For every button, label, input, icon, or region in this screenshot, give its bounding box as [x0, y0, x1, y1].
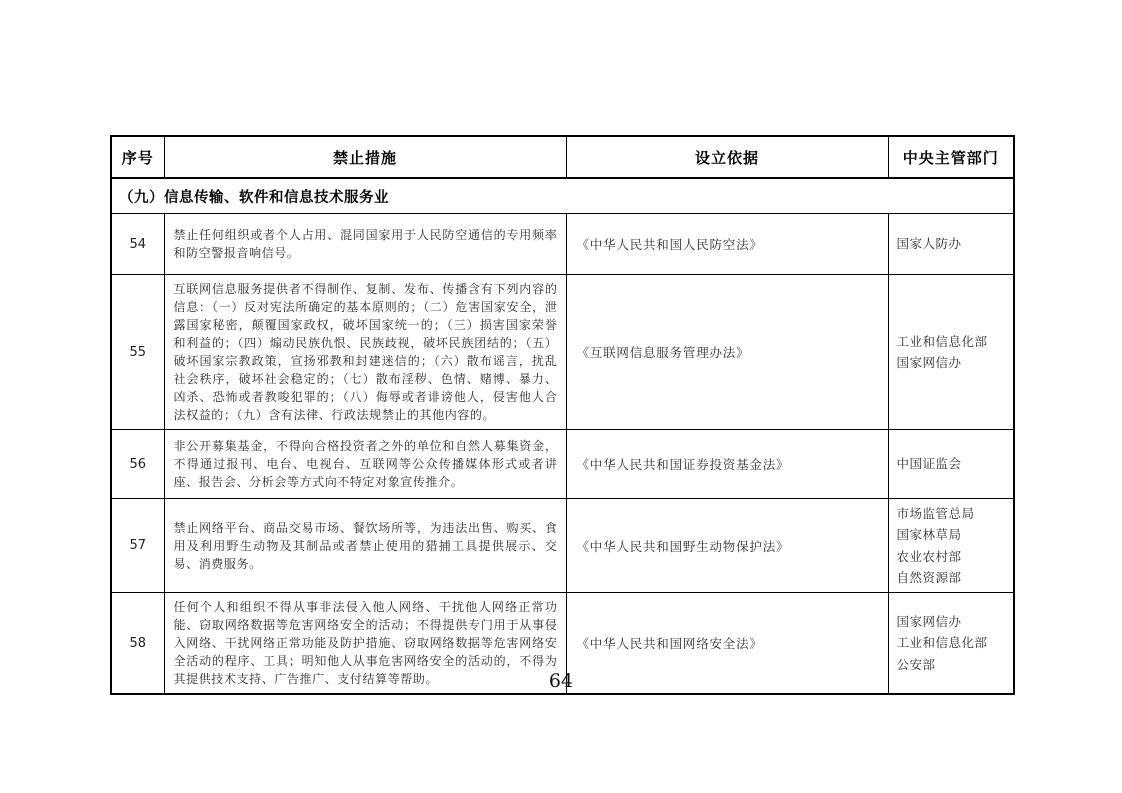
department-line: 国家网信办 [896, 355, 962, 370]
department-line: 国家网信办 [896, 614, 962, 630]
measure-cell: 互联网信息服务提供者不得制作、复制、发布、传播含有下列内容的信息：（一）反对宪法所确定的基本原则的；（二）危害国家安全，泄露国家秘密，颠覆国家政权，破坏国家统一的；（三）损害国家荣誉和利益的；（四）煽动民族仇恨、民族歧视，破坏民族团结的；（五）破坏国家宗教政策，宣扬邪教和封建迷信的；（六）散布谣言，扰乱社会秩序，破坏社会稳定的；（七）散布淫秽、色情、赌博、暴力、凶杀、恐怖或者教唆犯罪的；（八）侮辱或者诽谤他人，侵害他人合法权益的；（九）含有法律、行政法规禁止的其他内容的。 [164, 275, 566, 430]
row-number-cell: 57 [111, 499, 164, 593]
table-header-row [111, 136, 1014, 178]
department-line: 中国证监会 [896, 456, 962, 472]
basis-cell: 《中华人民共和国证券投资基金法》 [566, 430, 888, 499]
section-title: （九）信息传输、软件和信息技术服务业 [111, 178, 1014, 214]
departments-cell [888, 499, 1014, 593]
measure-cell: 非公开募集基金，不得向合格投资者之外的单位和自然人募集资金，不得通过报刊、电台、电视台、互联网等公众传播媒体形式或者讲座、报告会、分析会等方式向不特定对象宣传推介。 [164, 430, 566, 499]
department-line: 国家林草局 [896, 527, 962, 543]
department-line: 公安部 [896, 656, 936, 672]
department-line: 工业和信息化部 [896, 635, 988, 651]
row-number-cell: 54 [111, 214, 164, 275]
department-line: 工业和信息化部 [896, 333, 988, 349]
basis-cell: 《中华人民共和国网络安全法》 [566, 593, 888, 695]
departments-cell [888, 214, 1014, 275]
measure-cell: 禁止任何组织或者个人占用、混同国家用于人民防空通信的专用频率和防空警报音响信号。 [164, 214, 566, 275]
table-row [111, 499, 1014, 593]
header-prohibited-measures: 禁止措施 [164, 136, 566, 178]
department-line: 自然资源部 [896, 569, 962, 585]
table-row [111, 275, 1014, 430]
measure-cell: 任何个人和组织不得从事非法侵入他人网络、干扰他人网络正常功能、窃取网络数据等危害网络安全的活动；不得提供专门用于从事侵入网络、干扰网络正常功能及防护措施、窃取网络数据等危害网络安全活动的程序、工具；明知他人从事危害网络安全的活动的，不得为其提供技术支持、广告推广、支付结算等帮助。 [164, 593, 566, 695]
row-number-cell: 56 [111, 430, 164, 499]
header-establishment-basis: 设立依据 [566, 136, 888, 178]
prohibition-measures-table [110, 135, 1015, 695]
row-number-cell: 55 [111, 275, 164, 430]
departments-cell [888, 430, 1014, 499]
page-number: 64 [548, 670, 574, 692]
department-line: 农业农村部 [896, 548, 962, 564]
section-title-row [111, 178, 1014, 214]
table-row [111, 430, 1014, 499]
basis-cell: 《中华人民共和国野生动物保护法》 [566, 499, 888, 593]
header-serial-number: 序号 [111, 136, 164, 178]
department-line: 国家人防办 [896, 236, 962, 252]
basis-cell: 《互联网信息服务管理办法》 [566, 275, 888, 430]
row-number-cell: 58 [111, 593, 164, 695]
departments-cell [888, 275, 1014, 430]
department-line: 市场监管总局 [896, 506, 975, 521]
header-central-department: 中央主管部门 [888, 136, 1014, 178]
basis-cell: 《中华人民共和国人民防空法》 [566, 214, 888, 275]
table-row [111, 214, 1014, 275]
measure-cell: 禁止网络平台、商品交易市场、餐饮场所等，为违法出售、购买、食用及利用野生动物及其制品或者禁止使用的猎捕工具提供展示、交易、消费服务。 [164, 499, 566, 593]
